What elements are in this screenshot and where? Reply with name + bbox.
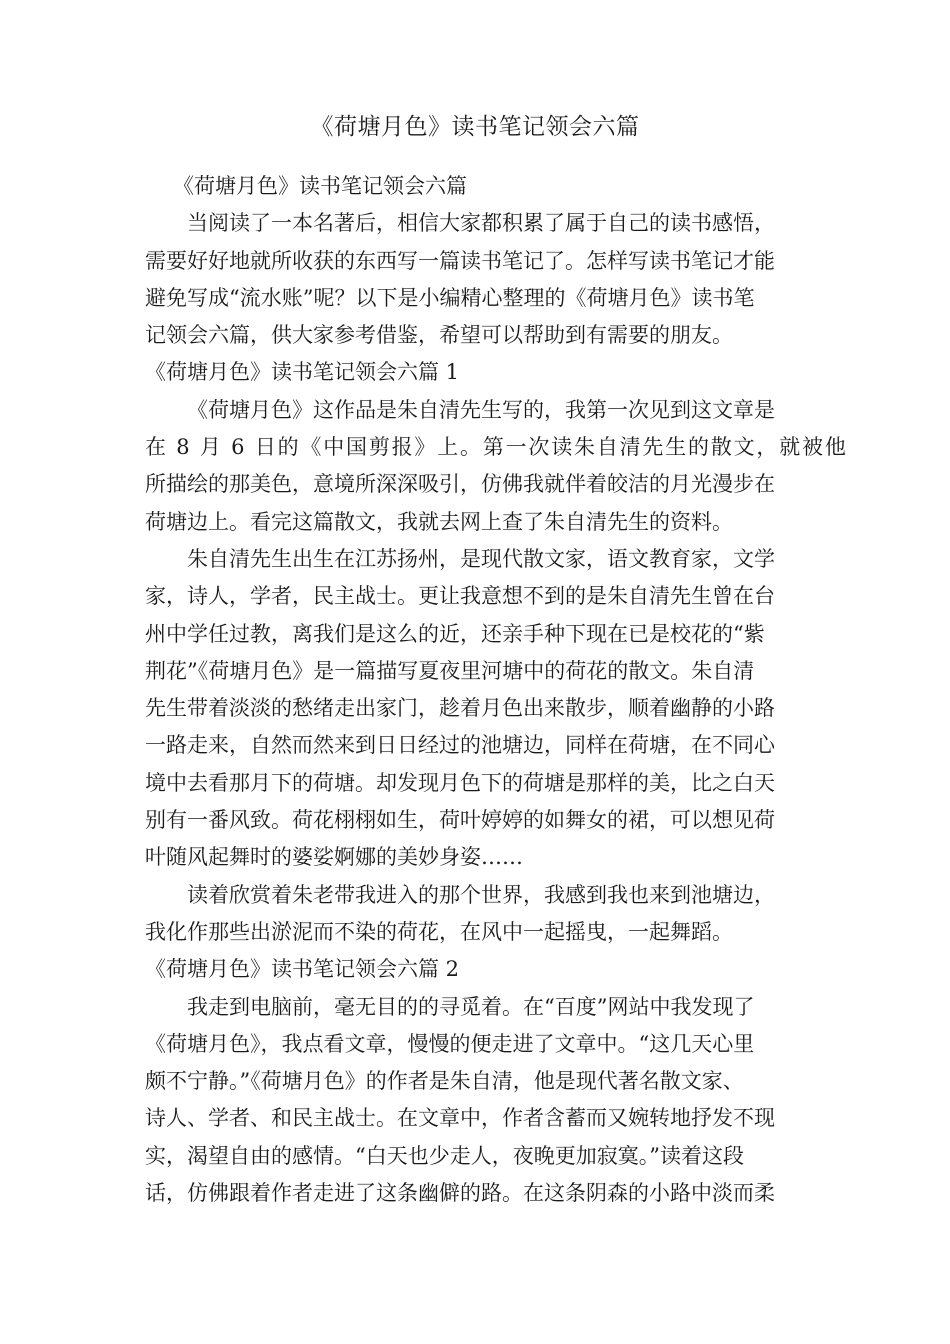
text-line: 境中去看那月下的荷塘。却发现月色下的荷塘是那样的美，比之白天 (145, 770, 775, 795)
text-line: 一路走来，自然而然来到日日经过的池塘边，同样在荷塘，在不同心 (145, 733, 775, 758)
text-line: 诗人、学者、和民主战士。在文章中，作者含蓄而又婉转地抒发不现 (145, 1106, 775, 1131)
text-line: 我化作那些出淤泥而不染的荷花，在风中一起摇曳，一起舞蹈。 (145, 919, 733, 944)
text-line: 我走到电脑前，毫无目的的寻觅着。在“百度”网站中我发现了 (187, 994, 755, 1019)
text-line: 家，诗人，学者，民主战士。更让我意想不到的是朱自清先生曾在台 (145, 584, 775, 609)
text-line: 记领会六篇，供大家参考借鉴，希望可以帮助到有需要的朋友。 (145, 323, 733, 348)
text-line: 需要好好地就所收获的东西写一篇读书笔记了。怎样写读书笔记才能 (145, 248, 775, 273)
text-line: 实，渴望自由的感情。“白天也少走人，夜晚更加寂寞。”读着这段 (145, 1143, 744, 1168)
text-line: 州中学任过教，离我们是这么的近，还亲手种下现在已是校花的“紫 (145, 621, 765, 646)
text-line: 荆花”《荷塘月色》是一篇描写夏夜里河塘中的荷花的散文。朱自清 (145, 658, 755, 683)
text-line: 朱自清先生出生在江苏扬州，是现代散文家，语文教育家，文学 (187, 546, 775, 571)
text-line: 读着欣赏着朱老带我进入的那个世界，我感到我也来到池塘边， (187, 882, 775, 907)
text-line: 当阅读了一本名著后，相信大家都积累了属于自己的读书感悟， (187, 211, 775, 236)
text-line: 叶随风起舞时的婆娑婀娜的美妙身姿…… (145, 845, 523, 870)
text-line: 在 8 月 6 日的《中国剪报》上。第一次读朱自清先生的散文，就被他 (145, 435, 848, 460)
text-line: 所描绘的那美色，意境所深深吸引，仿佛我就伴着皎洁的月光漫步在 (145, 472, 775, 497)
section-heading-2: 《荷塘月色》读书笔记领会六篇 2 (145, 957, 460, 982)
section-heading-1: 《荷塘月色》读书笔记领会六篇 1 (145, 360, 460, 385)
text-line: 荷塘边上。看完这篇散文，我就去网上查了朱自清先生的资料。 (145, 509, 733, 534)
text-line: 话，仿佛跟着作者走进了这条幽僻的路。在这条阴森的小路中淡而柔 (145, 1181, 775, 1206)
text-line: 避免写成“流水账”呢？以下是小编精心整理的《荷塘月色》读书笔 (145, 285, 755, 310)
text-line: 《荷塘月色》，我点看文章，慢慢的便走进了文章中。“这几天心里 (145, 1031, 755, 1056)
text-line: 《荷塘月色》这作品是朱自清先生写的，我第一次见到这文章是 (187, 397, 775, 422)
subtitle-line: 《荷塘月色》读书笔记领会六篇 (173, 174, 467, 198)
text-line: 先生带着淡淡的愁绪走出家门，趁着月色出来散步，顺着幽静的小路 (145, 696, 775, 721)
document-title: 《荷塘月色》读书笔记领会六篇 (310, 114, 640, 140)
document-body (145, 168, 848, 1212)
text-line: 别有一番风致。荷花栩栩如生，荷叶婷婷的如舞女的裙，可以想见荷 (145, 808, 775, 833)
text-line: 颇不宁静。”《荷塘月色》的作者是朱自清，他是现代著名散文家、 (145, 1069, 744, 1094)
